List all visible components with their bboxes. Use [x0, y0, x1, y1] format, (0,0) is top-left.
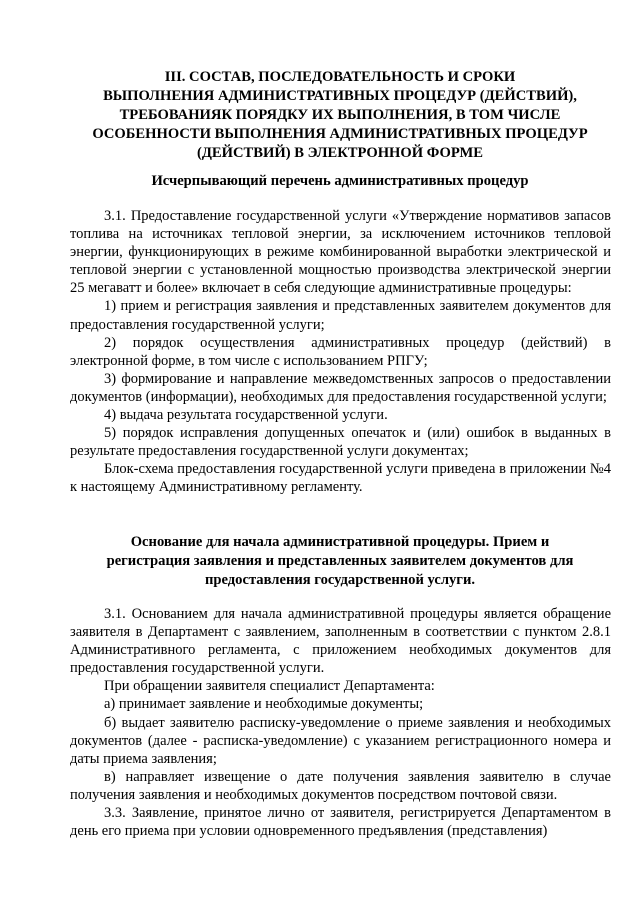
- paragraph: При обращении заявителя специалист Департамента:: [104, 678, 435, 695]
- paragraph: 3.3. Заявление, принятое лично от заявителя, регистрируется Департаментом в день его приема при условии одновременного предъявления (представления): [70, 805, 611, 840]
- title-line: ОСОБЕННОСТИ ВЫПОЛНЕНИЯ АДМИНИСТРАТИВНЫХ ПРОЦЕДУР: [92, 126, 588, 142]
- title-line: III. СОСТАВ, ПОСЛЕДОВАТЕЛЬНОСТЬ И СРОКИ: [164, 69, 516, 85]
- heading-line: регистрация заявления и представленных заявителем документов для: [106, 553, 574, 569]
- list-item: 1) прием и регистрация заявления и представленных заявителем документов для предоставления государственной услуги;: [70, 298, 611, 333]
- section-procedure-start-body: [70, 605, 611, 840]
- heading-line: предоставления государственной услуги.: [204, 572, 475, 588]
- section-heading-procedures-list: Исчерпывающий перечень административных процедур: [151, 173, 529, 189]
- paragraph: 3.1. Предоставление государственной услуги «Утверждение нормативов запасов топлива на источниках тепловой энергии, за исключением источников тепловой энергии, функционирующих в режиме комбинированной выработки электрической и тепловой энергии с установленной мощностью производства электрической энергии 25 мегаватт и более» включает в себя следующие административные процедуры:: [70, 208, 611, 297]
- list-item: 3) формирование и направление межведомственных запросов о предоставлении документов (информации), необходимых для предоставления государственной услуги;: [70, 370, 611, 405]
- list-item: а) принимает заявление и необходимые документы;: [104, 696, 424, 713]
- section-heading-procedure-start: [70, 533, 610, 590]
- list-item: в) направляет извещение о дате получения заявления заявителю в случае получения заявления и необходимых документов посредством почтовой связи.: [70, 768, 611, 803]
- title-line: ТРЕБОВАНИЯК ПОРЯДКУ ИХ ВЫПОЛНЕНИЯ, В ТОМ ЧИСЛЕ: [119, 107, 561, 123]
- list-item: 4) выдача результата государственной услуги.: [104, 407, 388, 424]
- section-procedures-list-body: [70, 207, 611, 497]
- document-title: [70, 68, 610, 163]
- list-item: 2) порядок осуществления административных процедур (действий) в электронной форме, в том числе с использованием РПГУ;: [70, 334, 611, 369]
- list-item: 5) порядок исправления допущенных опечаток и (или) ошибок в выданных в результате предоставления государственной услуги документах;: [70, 425, 611, 460]
- title-line: (ДЕЙСТВИЙ) В ЭЛЕКТРОННОЙ ФОРМЕ: [197, 145, 483, 161]
- title-line: ВЫПОЛНЕНИЯ АДМИНИСТРАТИВНЫХ ПРОЦЕДУР (ДЕЙСТВИЙ),: [103, 88, 577, 104]
- paragraph: 3.1. Основанием для начала административной процедуры является обращение заявителя в Департамент с заявлением, заполненным в соответствии с пунктом 2.8.1 Административного регламента, с приложением необходимых документов для предоставления государственной услуги.: [70, 606, 611, 677]
- heading-line: Основание для начала административной процедуры. Прием и: [130, 534, 550, 550]
- list-item: б) выдает заявителю расписку-уведомление о приеме заявления и необходимых документов (далее - расписка-уведомление) с указанием регистрационного номера и даты приема заявления;: [70, 714, 611, 767]
- paragraph: Блок-схема предоставления государственной услуги приведена в приложении №4 к настоящему Административному регламенту.: [70, 461, 611, 496]
